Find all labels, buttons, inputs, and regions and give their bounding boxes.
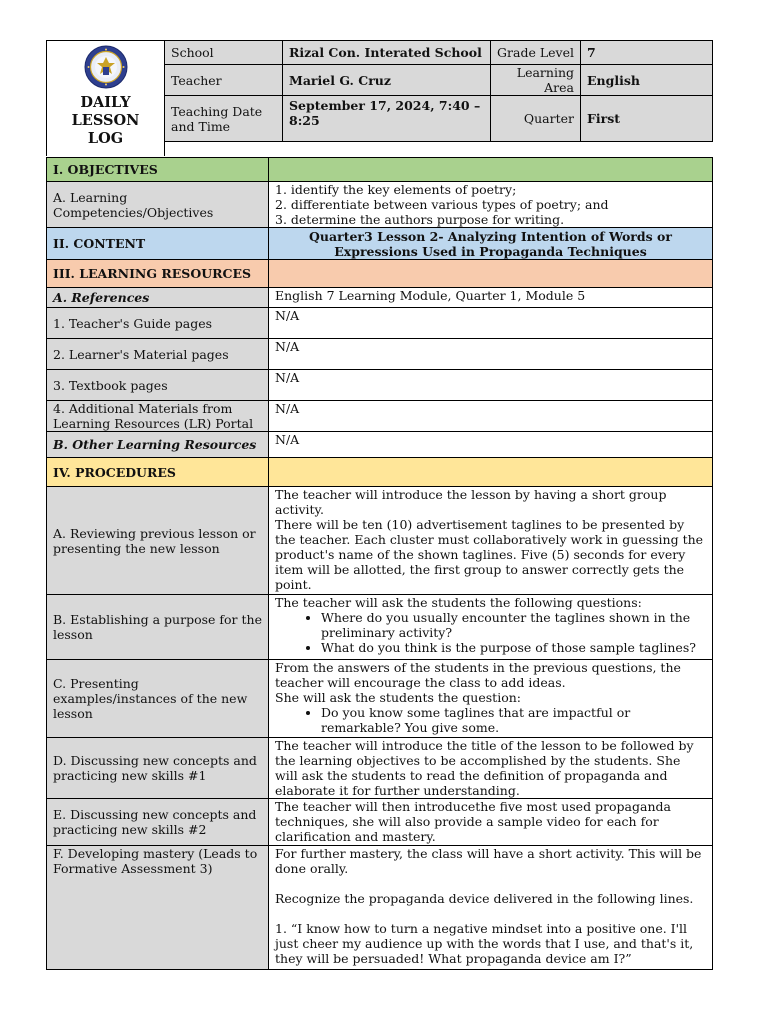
header-table (46, 40, 713, 156)
objective-item: 2. differentiate between various types of poetry; and (275, 197, 609, 212)
textbook-pages-label: 3. Textbook pages (47, 370, 269, 401)
competencies-label: A. Learning Competencies/Objectives (47, 182, 269, 228)
paragraph: Recognize the propaganda device delivered in the following lines. (275, 891, 694, 906)
objectives-heading-blank (269, 158, 713, 182)
grade-value: 7 (581, 41, 713, 65)
daily-lesson-log-title (53, 94, 158, 148)
references-label: A. References (47, 288, 269, 308)
learning-resources-heading-blank (269, 260, 713, 288)
content-line: Quarter3 Lesson 2- Analyzing Intention of Words or (309, 228, 672, 244)
procedure-c-content (269, 660, 713, 738)
teaching-date-value: September 17, 2024, 7:40 – 8:25 (283, 96, 491, 142)
objective-item: 3. determine the authors purpose for writing. (275, 212, 565, 227)
teacher-label: Teacher (165, 65, 283, 96)
procedure-a-label: A. Reviewing previous lesson or presenting the new lesson (47, 487, 269, 595)
title-line: LESSON (71, 112, 140, 129)
content-line: Expressions Used in Propaganda Techniques (334, 243, 647, 259)
paragraph: The teacher will ask the students the following questions: (275, 595, 642, 610)
paragraph: For further mastery, the class will have a short activity. This will be done orally. (275, 846, 702, 876)
school-value: Rizal Con. Interated School (283, 41, 491, 65)
learners-material-label: 2. Learner's Material pages (47, 339, 269, 370)
procedure-d-content: The teacher will introduce the title of the lesson to be followed by the learning objectives to be accomplished by the students. She will ask the students to read the definition of propaganda and elaborate it for further understanding. (269, 738, 713, 799)
teacher-value: Mariel G. Cruz (283, 65, 491, 96)
procedure-f-content (269, 846, 713, 970)
teachers-guide-value: N/A (269, 308, 713, 339)
school-label: School (165, 41, 283, 65)
procedure-e-content: The teacher will then introducethe five most used propaganda techniques, she will also provide a sample video for each for clarification and mastery. (269, 799, 713, 846)
paragraph: 1. “I know how to turn a negative mindset into a positive one. I'll just cheer my audience up with the words that I use, and that's it, they will be persuaded! What propaganda device am I?” (275, 921, 694, 966)
paragraph: The teacher will introduce the lesson by having a short group activity. (275, 487, 667, 517)
quarter-value: First (581, 96, 713, 142)
learning-area-value: English (581, 65, 713, 96)
additional-materials-label: 4. Additional Materials from Learning Resources (LR) Portal (47, 401, 269, 432)
paragraph: From the answers of the students in the previous questions, the teacher will encourage the class to add ideas. (275, 660, 681, 690)
logo-title-cell (47, 41, 165, 156)
teaching-date-label: Teaching Date and Time (165, 96, 283, 142)
procedure-c-label: C. Presenting examples/instances of the new lesson (47, 660, 269, 738)
quarter-label: Quarter (491, 96, 581, 142)
bullet-list (275, 705, 706, 735)
list-item: • Where do you usually encounter the taglines shown in the preliminary activity? (321, 610, 706, 640)
procedures-heading-blank (269, 458, 713, 487)
list-item: • What do you think is the purpose of those sample taglines? (321, 640, 706, 655)
title-line: LOG (87, 130, 124, 147)
paragraph: She will ask the students the question: (275, 690, 521, 705)
other-resources-label: B. Other Learning Resources (47, 432, 269, 458)
list-item: • Do you know some taglines that are impactful or remarkable? You give some. (321, 705, 706, 735)
procedure-b-label: B. Establishing a purpose for the lesson (47, 595, 269, 660)
teachers-guide-label: 1. Teacher's Guide pages (47, 308, 269, 339)
other-resources-value: N/A (269, 432, 713, 458)
additional-materials-value: N/A (269, 401, 713, 432)
header-gap (165, 142, 713, 156)
objectives-list (269, 182, 713, 228)
paragraph: There will be ten (10) advertisement taglines to be presented by the teacher. Each cluster must collaboratively work in guessing the product's name of the shown taglines. Five (5) seconds for every item will be allotted, the first group to answer correctly gets the point. (275, 517, 704, 592)
references-value: English 7 Learning Module, Quarter 1, Module 5 (269, 288, 713, 308)
procedure-f-label: F. Developing mastery (Leads to Formative Assessment 3) (47, 846, 269, 970)
grade-label: Grade Level (491, 41, 581, 65)
procedure-b-content (269, 595, 713, 660)
objective-item: 1. identify the key elements of poetry; (275, 182, 517, 197)
objectives-heading: I. OBJECTIVES (47, 158, 269, 182)
procedure-d-label: D. Discussing new concepts and practicing new skills #1 (47, 738, 269, 799)
content-heading: II. CONTENT (47, 228, 269, 260)
lesson-table (46, 157, 713, 970)
bullet-list (275, 610, 706, 655)
content-value (269, 228, 713, 260)
learning-area-label: Learning Area (491, 65, 581, 96)
learning-resources-heading: III. LEARNING RESOURCES (47, 260, 269, 288)
procedure-a-content (269, 487, 713, 595)
title-line: DAILY (80, 94, 131, 111)
deped-seal-logo (84, 45, 128, 89)
procedures-heading: IV. PROCEDURES (47, 458, 269, 487)
learners-material-value: N/A (269, 339, 713, 370)
textbook-pages-value: N/A (269, 370, 713, 401)
procedure-e-label: E. Discussing new concepts and practicing new skills #2 (47, 799, 269, 846)
